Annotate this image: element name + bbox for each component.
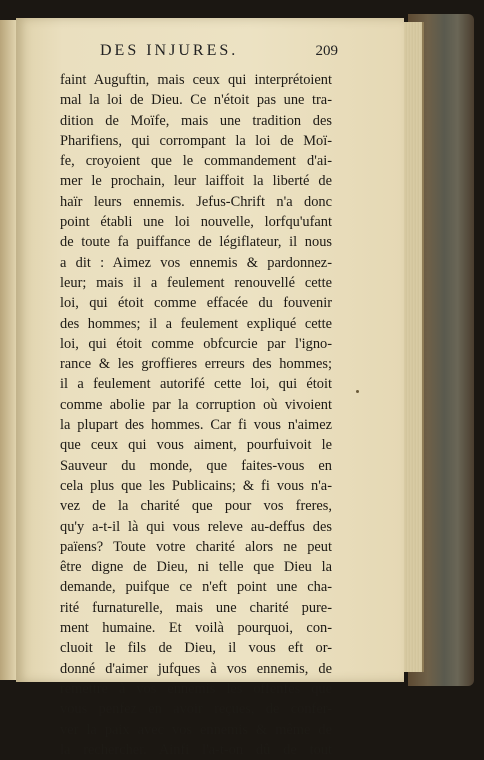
text-line: la plupart des hommes. Car fi vous n'aimez <box>60 417 332 434</box>
text-line: il a feulement autorifé cette loi, qui étoit <box>60 376 332 393</box>
text-line: ver la paix avec vos ennemis & même de <box>60 721 332 738</box>
text-line: ment humaine. Et voilà pourquoi, con- <box>60 620 332 637</box>
text-line: de toute fa puiffance de légiflateur, il nous <box>60 234 332 251</box>
text-line: des hommes; il a feulement expliqué cette <box>60 315 332 332</box>
text-line: vous penfez en avoir reçues, de confer- <box>60 701 332 718</box>
text-line: comme abolie par la corruption où vivoient <box>60 396 332 413</box>
text-line: remettre à vos ennemis les offenfes que <box>60 680 332 697</box>
text-line: vez de la charité que pour vos freres, <box>60 498 332 515</box>
text-line: point établi une loi nouvelle, lorfqu'ufant <box>60 214 332 231</box>
text-line: cela plus que les Publicains; & fi vous n'a- <box>60 477 332 494</box>
text-line: loi, qui étoit comme obfcurcie par l'igno- <box>60 335 332 352</box>
text-line: païens? Toute votre charité alors ne peut <box>60 538 332 555</box>
body-text <box>60 70 332 760</box>
text-line: donné d'aimer jufques à vos ennemis, de <box>60 660 332 677</box>
text-line: dition de Moïfe, mais une tradition des <box>60 112 332 129</box>
text-line: qu'y a-t-il là qui vous releve au-deffus des <box>60 518 332 535</box>
text-line: Pharifiens, qui corrompant la loi de Moï- <box>60 132 332 149</box>
text-line: fe, croyoient que le commandement d'ai- <box>60 153 332 170</box>
text-line: cluoit le fils de Dieu, il vous eft or- <box>60 640 332 657</box>
text-line: haïr leurs ennemis. Jefus-Chrift n'a donc <box>60 193 332 210</box>
text-line: leur; mais il a feulement renouvellé cette <box>60 274 332 291</box>
text-line: mal la loi de Dieu. Ce n'étoit pas une tra- <box>60 92 332 109</box>
text-line: la rechercher. Ainfi l'a-t-on dû de tout <box>60 741 332 758</box>
running-title: DES INJURES. <box>100 42 239 59</box>
ink-speck <box>356 390 359 393</box>
text-line: faint Auguftin, mais ceux qui interprétoient <box>60 72 332 88</box>
book-page <box>16 18 404 758</box>
text-line: mer le prochain, leur laiffoit la liberté de <box>60 173 332 190</box>
running-header <box>100 42 338 60</box>
text-line: rance & les groffieres erreurs des hommes; <box>60 356 332 373</box>
text-line: rité furnaturelle, mais une charité pure- <box>60 599 332 616</box>
text-line: être digne de Dieu, ni telle que Dieu la <box>60 559 332 576</box>
text-line: a dit : Aimez vos ennemis & pardonnez- <box>60 254 332 271</box>
page-number: 209 <box>315 43 338 59</box>
text-line: que ceux qui vous aiment, pourfuivoit le <box>60 437 332 454</box>
previous-page-edge <box>0 20 16 680</box>
text-line: loi, qui étoit comme effacée du fouvenir <box>60 295 332 312</box>
text-line: demande, puifque ce n'eft point une cha- <box>60 579 332 596</box>
text-line: Sauveur du monde, que faites-vous en <box>60 457 332 474</box>
